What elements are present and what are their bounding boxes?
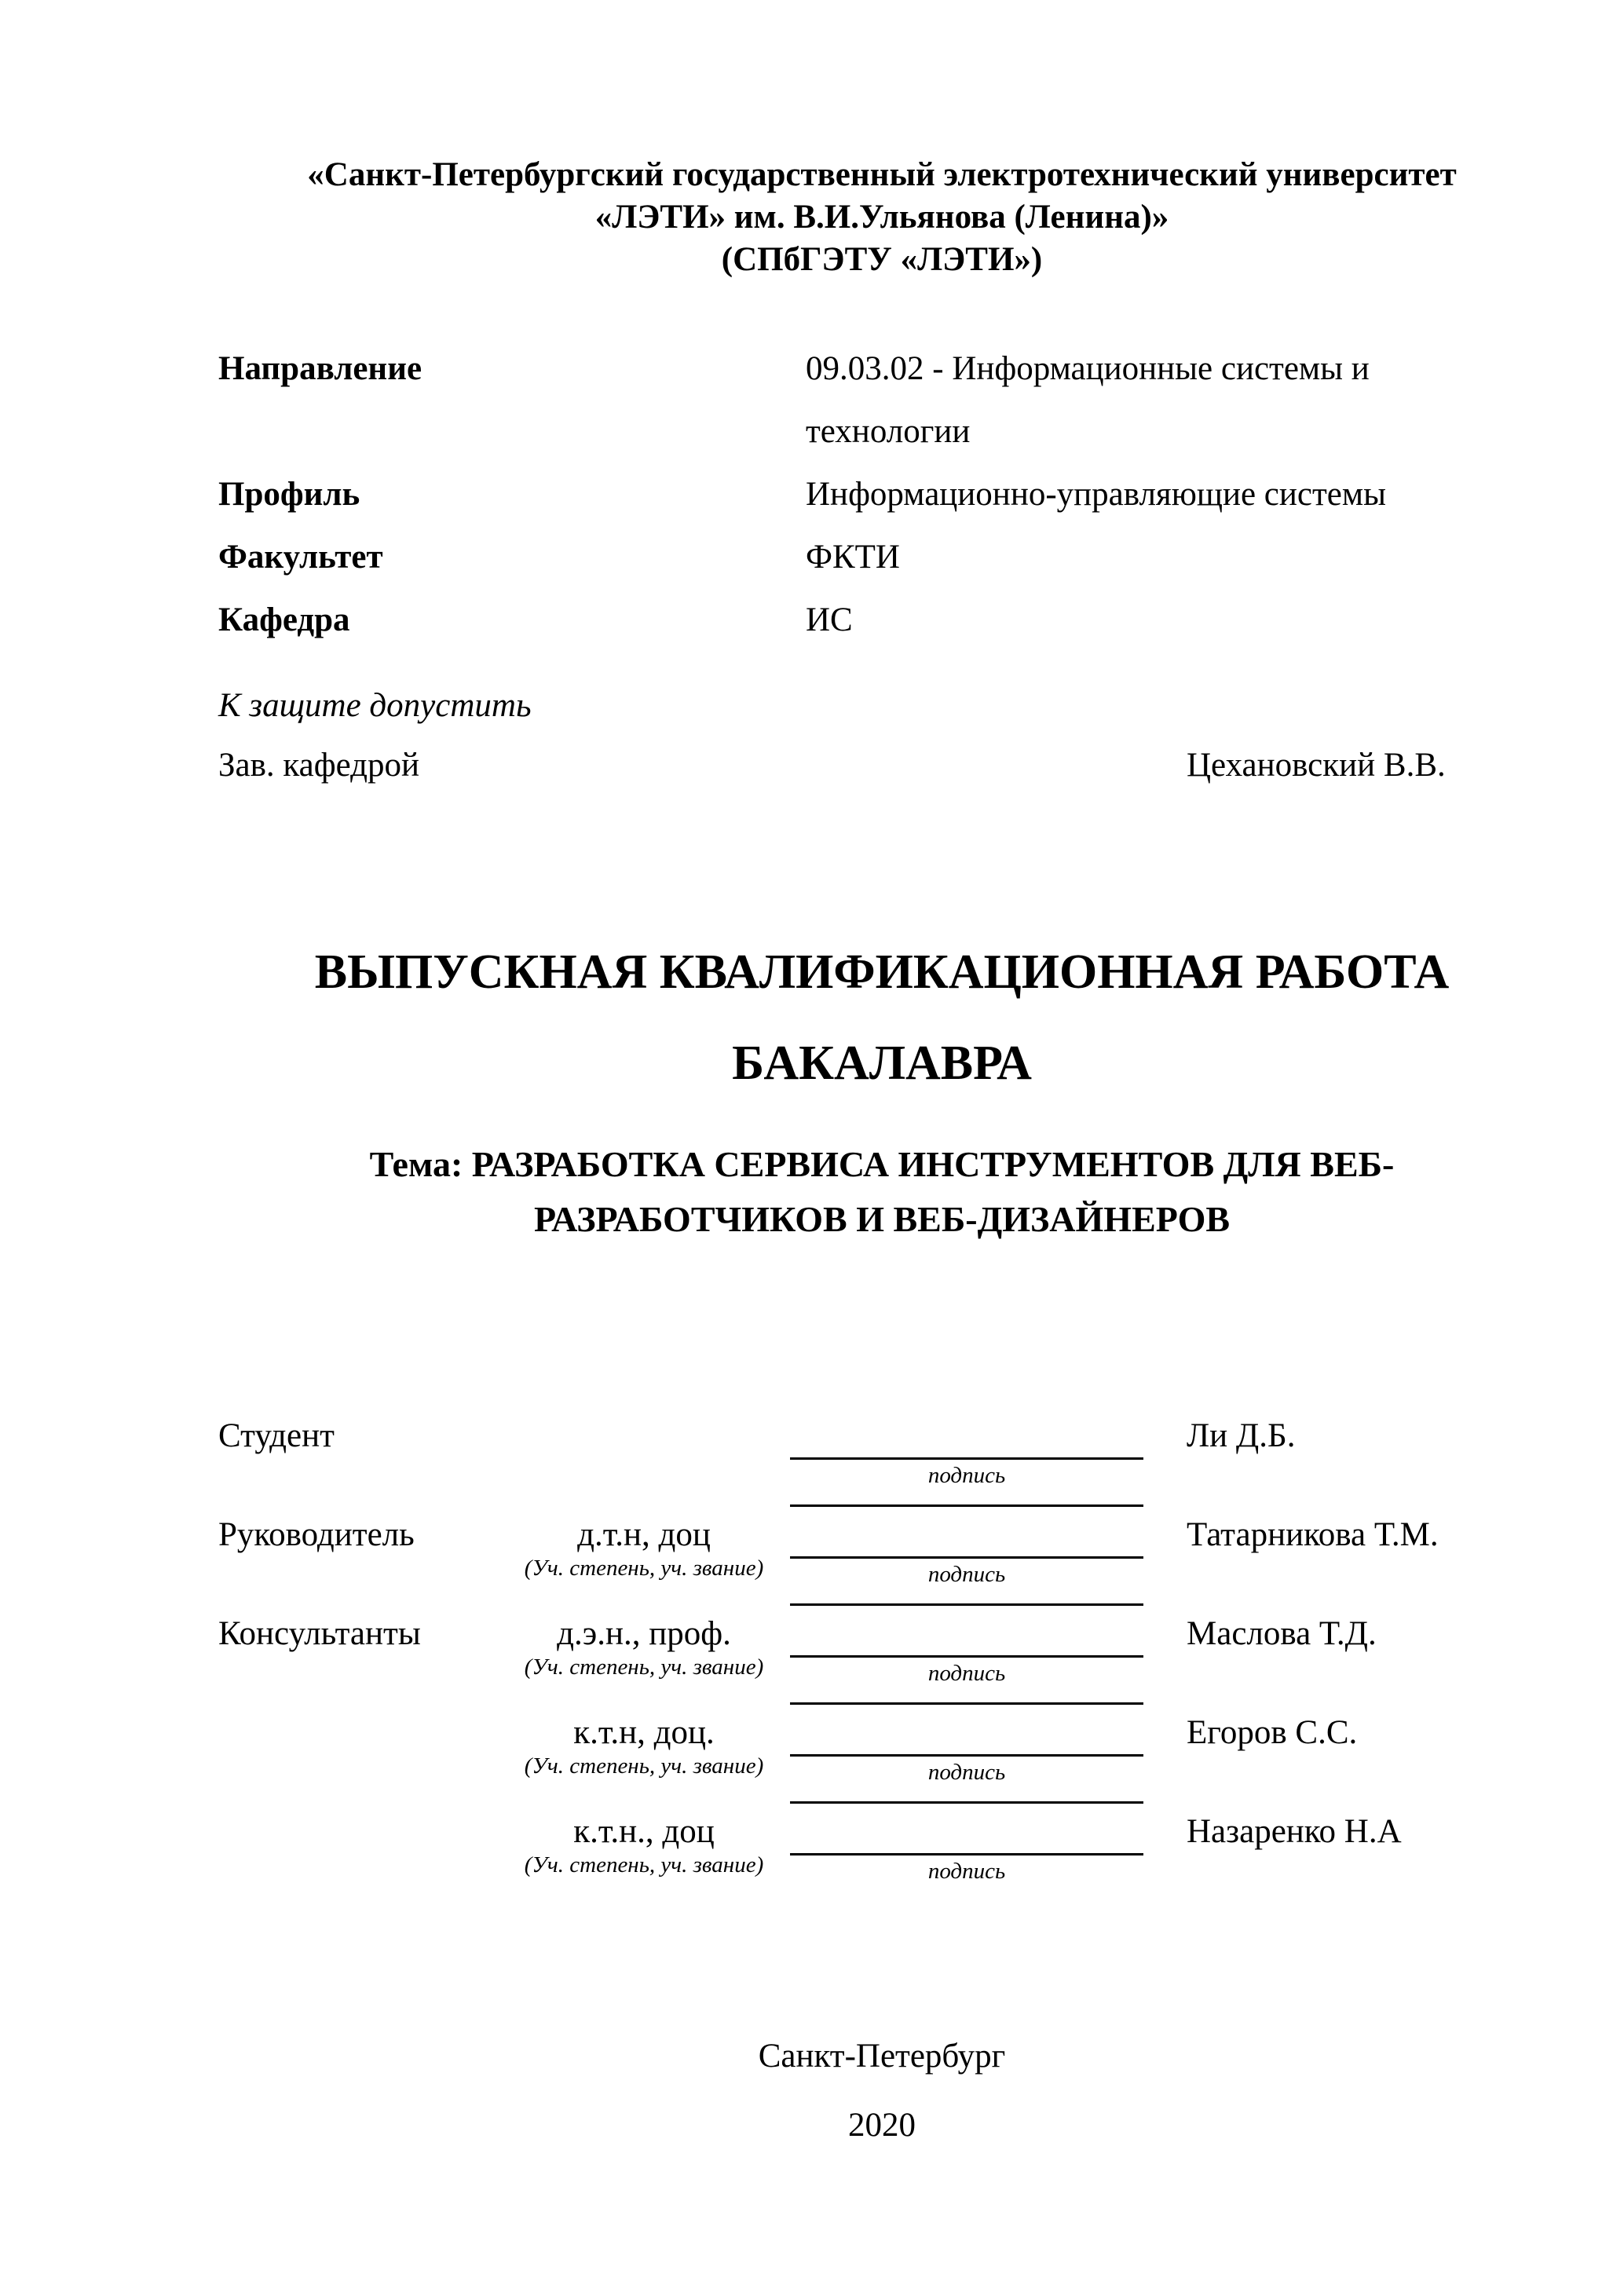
signature-caption: подпись xyxy=(927,1661,1006,1686)
signature-row-consultant-2 xyxy=(218,1713,1545,1812)
consultant-3-name: Назаренко Н.А xyxy=(1187,1813,1402,1850)
program-fields xyxy=(218,338,1545,652)
field-value-direction-line-1: 09.03.02 - Информационные системы и xyxy=(806,350,1370,387)
role-label-supervisor: Руководитель xyxy=(218,1516,415,1553)
field-label-department: Кафедра xyxy=(218,601,350,638)
topic-line-1: Тема: РАЗРАБОТКА СЕРВИСА ИНСТРУМЕНТОВ ДЛЯ ВЕБ- xyxy=(369,1144,1395,1184)
field-value-department: ИС xyxy=(806,601,853,638)
field-label-profile: Профиль xyxy=(218,476,360,513)
admission-note: К защите допустить xyxy=(218,687,532,724)
student-name: Ли Д.Б. xyxy=(1187,1417,1296,1454)
signature-row-consultant-1 xyxy=(218,1614,1545,1713)
field-label-direction: Направление xyxy=(218,350,422,387)
work-title-line-1: ВЫПУСКНАЯ КВАЛИФИКАЦИОННАЯ РАБОТА xyxy=(314,945,1450,999)
footer-year: 2020 xyxy=(848,2107,916,2144)
signature-line xyxy=(790,1515,1143,1559)
signature-line-secondary xyxy=(790,1603,1143,1606)
signature-line xyxy=(790,1812,1143,1855)
department-head-name: Цехановский В.В. xyxy=(1187,747,1446,784)
signature-row-consultant-3 xyxy=(218,1812,1545,1911)
degree-caption: (Уч. степень, уч. звание) xyxy=(524,1556,764,1581)
consultant-1-degree: д.э.н., проф. xyxy=(557,1615,731,1652)
department-head-label: Зав. кафедрой xyxy=(218,747,420,784)
role-label-student: Студент xyxy=(218,1417,335,1454)
signature-row-student xyxy=(218,1417,1545,1515)
signature-line-secondary xyxy=(790,1504,1143,1507)
work-title xyxy=(218,927,1545,1109)
field-row-direction xyxy=(218,338,1545,463)
footer xyxy=(218,2035,1545,2147)
field-value-direction xyxy=(806,338,1370,463)
degree-caption: (Уч. степень, уч. звание) xyxy=(524,1852,764,1877)
signature-caption: подпись xyxy=(927,1562,1006,1587)
university-name-line-1: «Санкт-Петербургский государственный электротехнический университет xyxy=(307,156,1457,193)
topic-title xyxy=(218,1137,1545,1247)
university-abbreviation: (СПбГЭТУ «ЛЭТИ») xyxy=(721,241,1043,278)
admission-row xyxy=(218,744,1545,787)
field-value-profile: Информационно-управляющие системы xyxy=(806,476,1386,513)
field-row-faculty xyxy=(218,526,1545,589)
work-title-line-2: БАКАЛАВРА xyxy=(732,1036,1032,1090)
footer-city: Санкт-Петербург xyxy=(758,2038,1006,2075)
signature-caption: подпись xyxy=(927,1760,1006,1785)
signature-line-secondary xyxy=(790,1801,1143,1804)
field-value-direction-line-2: технологии xyxy=(806,413,971,450)
university-header xyxy=(218,154,1545,281)
field-label-faculty: Факультет xyxy=(218,539,383,576)
signature-line-secondary xyxy=(790,1702,1143,1705)
supervisor-degree: д.т.н, доц xyxy=(577,1516,711,1553)
supervisor-name: Татарникова Т.М. xyxy=(1187,1516,1439,1553)
field-row-profile xyxy=(218,463,1545,526)
consultant-3-degree: к.т.н., доц xyxy=(573,1813,715,1850)
signature-line xyxy=(790,1417,1143,1460)
signature-caption: подпись xyxy=(927,1859,1006,1884)
consultant-1-name: Маслова Т.Д. xyxy=(1187,1615,1377,1652)
admission-block xyxy=(218,685,1545,787)
role-label-consultants: Консультанты xyxy=(218,1615,421,1652)
degree-caption: (Уч. степень, уч. звание) xyxy=(524,1753,764,1779)
signature-row-supervisor xyxy=(218,1515,1545,1614)
field-row-department xyxy=(218,589,1545,652)
consultant-2-name: Егоров С.С. xyxy=(1187,1714,1358,1751)
signature-caption: подпись xyxy=(927,1463,1006,1488)
signature-line xyxy=(790,1713,1143,1757)
field-value-faculty: ФКТИ xyxy=(806,539,900,576)
topic-line-2: РАЗРАБОТЧИКОВ И ВЕБ-ДИЗАЙНЕРОВ xyxy=(533,1199,1231,1239)
university-name-line-2: «ЛЭТИ» им. В.И.Ульянова (Ленина)» xyxy=(594,199,1169,236)
signatures-table xyxy=(218,1417,1545,1911)
degree-caption: (Уч. степень, уч. звание) xyxy=(524,1654,764,1680)
consultant-2-degree: к.т.н, доц. xyxy=(573,1714,715,1751)
signature-line xyxy=(790,1614,1143,1658)
